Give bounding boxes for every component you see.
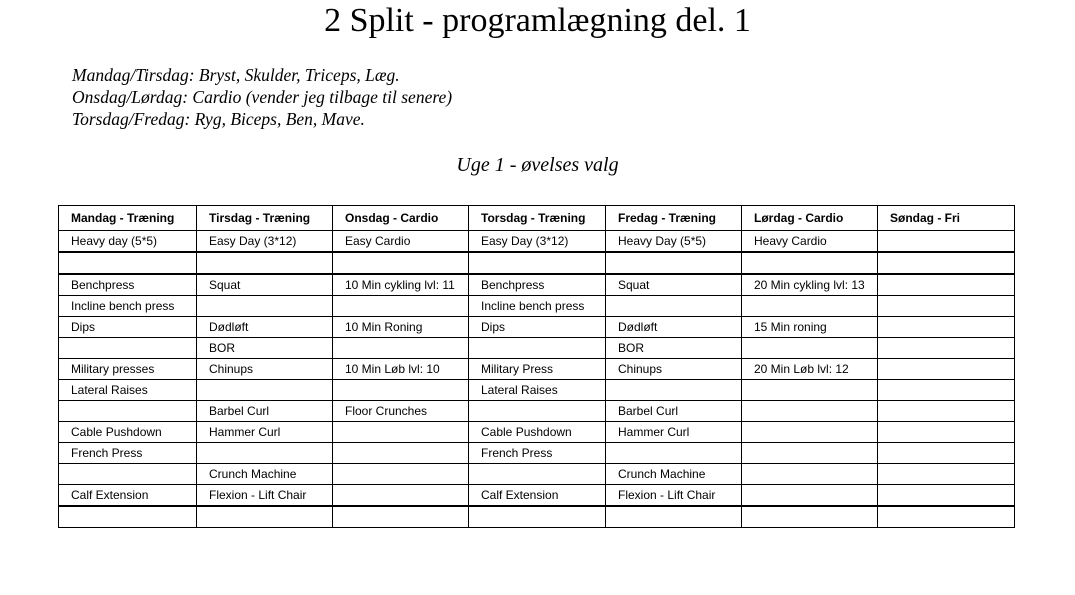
table-cell: BOR [197,338,333,359]
table-row [59,464,1015,485]
table-cell: Squat [197,274,333,296]
table-cell [742,464,878,485]
column-header: Lørdag - Cardio [742,206,878,231]
table-cell [878,296,1015,317]
table-cell [606,296,742,317]
table-cell [606,252,742,274]
table-cell: French Press [59,443,197,464]
table-cell [469,252,606,274]
table-cell [742,485,878,507]
table-cell: 10 Min Roning [333,317,469,338]
table-cell [742,506,878,528]
table-cell [197,296,333,317]
intro-line: Mandag/Tirsdag: Bryst, Skulder, Triceps, Læg. [72,65,400,85]
table-cell: Dips [469,317,606,338]
table-cell: Military Press [469,359,606,380]
table-cell [197,506,333,528]
table-cell: Cable Pushdown [469,422,606,443]
table-cell: Calf Extension [59,485,197,507]
table-cell [742,296,878,317]
column-header: Mandag - Træning [59,206,197,231]
table-row [59,231,1015,253]
table-cell: Squat [606,274,742,296]
table-cell: Chinups [197,359,333,380]
intro-text [72,64,452,130]
table-row [59,252,1015,274]
week-subtitle: Uge 1 - øvelses valg [456,154,619,176]
table-row [59,443,1015,464]
table-cell [878,380,1015,401]
table-row [59,506,1015,528]
table-cell: Incline bench press [59,296,197,317]
table-cell: Calf Extension [469,485,606,507]
table-cell [742,401,878,422]
table-cell: Flexion - Lift Chair [197,485,333,507]
table-cell: Flexion - Lift Chair [606,485,742,507]
table-cell [742,443,878,464]
table-cell [606,380,742,401]
table-cell [742,338,878,359]
table-cell [878,359,1015,380]
table-cell [333,338,469,359]
table-cell: BOR [606,338,742,359]
table-cell [878,506,1015,528]
table-cell [878,464,1015,485]
column-header: Tirsdag - Træning [197,206,333,231]
table-row [59,359,1015,380]
table-cell [742,380,878,401]
table-cell: Chinups [606,359,742,380]
table-row [59,422,1015,443]
table-cell [469,338,606,359]
column-header: Søndag - Fri [878,206,1015,231]
table-row [59,380,1015,401]
table-cell: French Press [469,443,606,464]
table-cell: Cable Pushdown [59,422,197,443]
table-row [59,485,1015,507]
table-row [59,401,1015,422]
table-row [59,296,1015,317]
table-cell [333,422,469,443]
table-cell: Heavy Day (5*5) [606,231,742,253]
table-cell [333,380,469,401]
table-cell: Dødløft [606,317,742,338]
table-cell [333,464,469,485]
table-cell [59,464,197,485]
table-cell: Benchpress [469,274,606,296]
table-cell: Crunch Machine [197,464,333,485]
table-cell [333,296,469,317]
table-cell [742,252,878,274]
training-schedule-table [58,205,1015,528]
table-cell [878,485,1015,507]
table-cell [59,401,197,422]
table-cell [197,252,333,274]
table-cell: Incline bench press [469,296,606,317]
table-cell: Easy Day (3*12) [197,231,333,253]
table-cell [878,252,1015,274]
table-cell [59,338,197,359]
table-cell: 15 Min roning [742,317,878,338]
table-cell: 20 Min Løb lvl: 12 [742,359,878,380]
table-cell [333,506,469,528]
table-cell: 20 Min cykling lvl: 13 [742,274,878,296]
table-cell: 10 Min Løb lvl: 10 [333,359,469,380]
table-cell: Lateral Raises [59,380,197,401]
table-cell: Lateral Raises [469,380,606,401]
table-cell: Floor Crunches [333,401,469,422]
table-cell [878,401,1015,422]
table-cell [878,231,1015,253]
table-cell: Hammer Curl [606,422,742,443]
table-cell [469,506,606,528]
table-row [59,274,1015,296]
table-cell [606,443,742,464]
table-cell [878,338,1015,359]
table-cell [469,464,606,485]
table-row [59,338,1015,359]
table-cell [333,443,469,464]
intro-line: Onsdag/Lørdag: Cardio (vender jeg tilbage til senere) [72,87,453,107]
table-cell: 10 Min cykling lvl: 11 [333,274,469,296]
table-cell: Dødløft [197,317,333,338]
intro-line: Torsdag/Fredag: Ryg, Biceps, Ben, Mave. [72,109,365,129]
table-cell: Heavy Cardio [742,231,878,253]
table-cell: Easy Day (3*12) [469,231,606,253]
table-cell: Easy Cardio [333,231,469,253]
table-cell: Crunch Machine [606,464,742,485]
table-cell: Heavy day (5*5) [59,231,197,253]
table-cell [469,401,606,422]
document-title: 2 Split - programlægning del. 1 [324,2,751,39]
table-cell: Military presses [59,359,197,380]
table-cell: Benchpress [59,274,197,296]
table-cell: Barbel Curl [606,401,742,422]
column-header: Torsdag - Træning [469,206,606,231]
table-cell [878,422,1015,443]
table-cell: Barbel Curl [197,401,333,422]
table-cell [878,274,1015,296]
table-cell [878,317,1015,338]
header-row [59,206,1015,231]
column-header: Fredag - Træning [606,206,742,231]
table-cell [878,443,1015,464]
table-cell [59,252,197,274]
table-cell [333,252,469,274]
table-row [59,317,1015,338]
table-cell: Dips [59,317,197,338]
table-body [59,231,1015,528]
table-cell [197,443,333,464]
table-cell [606,506,742,528]
table-cell [59,506,197,528]
table-cell [197,380,333,401]
table-cell [742,422,878,443]
table-cell [333,485,469,507]
column-header: Onsdag - Cardio [333,206,469,231]
table-cell: Hammer Curl [197,422,333,443]
